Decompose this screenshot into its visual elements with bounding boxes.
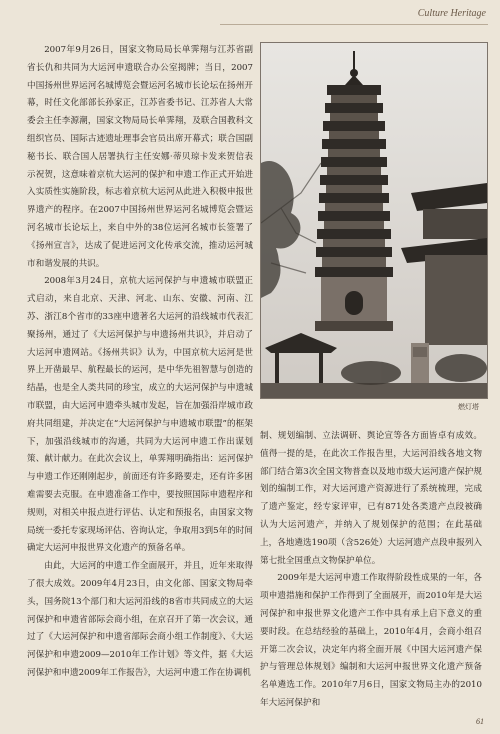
section-header: Culture Heritage — [417, 8, 486, 19]
header-rule — [220, 24, 488, 25]
pagoda-illustration — [261, 43, 487, 398]
photo-caption: 燃灯塔 — [458, 403, 479, 411]
pagoda-photo — [260, 42, 488, 399]
paragraph: 2008年3月24日，京杭大运河保护与申遗城市联盟正式启动，来自北京、天津、河北、山东、安徽、河南、江苏、浙江8个省市的33座申遗著名大运河的沿线城市代表汇聚扬州，通过了《大运河保护与申遗扬州共识》，并启动了大运河申遗网站。《扬州共识》认为，中国京杭大运河是世界上开凿最早、航程最长的运河，是中华先祖智慧与创造的结晶，也是全人类共同的珍宝，成立的大运河保护与申遗城市联盟，由大运河申遗牵头城市发起，旨在加强沿岸城市政府共同组建，并决定在“大运河保护与申遗城市联盟”的框架下，加强沿线城市的沟通，共同为大运河申遗工作出谋划策、献计献力。在此次会议上，单霁翔明确指出：运河保护与申遗工作还刚刚起步，前面还有许多路要走，还有许多困难需要去克服。在申遗准备工作中，要按照国际申遗程序和规则，对相关申报点进行评估、认定和预报名，由国家文物局统一委托专家现场评估、咨询认定，争取用3到5年的时间确定大运河申报世界文化遗产的预备名单。 — [27, 276, 253, 554]
left-column — [27, 42, 253, 683]
paragraph: 2007年9月26日，国家文物局局长单霁翔与江苏省副省长仇和共同为大运河申遗联合办公室揭牌；当日，2007中国扬州世界运河名城博览会暨运河名城市长论坛在扬州开幕，时任文化部部长孙家正，江苏省委书记、江苏省人大常委会主任李源潮，国家文物局局长单霁翔，及联合国教科文组织官员、国际古迹遗址理事会官员出席开幕式；联合国副秘书长、联合国人居署执行主任安娜·蒂贝琼卡发来贺信表示祝贺，这意味着京杭大运河的保护和申遗工作正式开始进入实质性实施阶段，标志着京杭大运河从此进入积极申报世界遗产的程序。在2007中国扬州世界运河名城博览会暨运河名城市长论坛上，来自中外的38位运河名城市长签署了《扬州宣言》，达成了促进运河文化传承交流，推动运河城市和谐发展的共识。 — [27, 45, 253, 269]
paragraph: 由此，大运河的申遗工作全面展开，并且，近年来取得了很大成效。2009年4月23日，由文化部、国家文物局牵头，国务院13个部门和大运河沿线的8省市共同成立的大运河保护和申遗省部际会商小组，在京召开了第一次会议，通过了《大运河保护和申遗省部际会商小组工作制度》、《大运河保护和申遗2009—2010年工作计划》等文件，据《大运河保护和申遗2009年工作报告》，大运河申遗工作在协调机 — [27, 561, 253, 678]
right-column — [260, 428, 482, 713]
page-number: 61 — [476, 717, 484, 726]
paragraph: 2009年是大运河申遗工作取得阶段性成果的一年，各项申遗措施和保护工作得到了全面展开，而2010年是大运河保护和申报世界文化遗产工作中具有承上启下意义的重要时段。在总结经验的基础上，2010年4月，会商小组召开第二次会议，决定年内将全面开展《中国大运河遗产保护与管理总体规划》编制和大运河申报世界文化遗产预备名单遴选工作。2010年7月6日，国家文物局主办的2010年大运河保护和 — [260, 573, 482, 708]
paragraph: 制、规划编制、立法调研、舆论宣等各方面皆卓有成效。值得一提的是，在此次工作报告里，大运河沿线各地文物部门结合第3次全国文物普查以及地市级大运河遗产保护规划的编制工作，对大运河遗产资源进行了系统梳理，完成了遗产鉴定，经专家评审，已有871处各类遗产点段被确认为大运河遗产，并纳入了规划保护的范围；在此基础上，各地遴选190项（含526处）大运河遗产点段申报列入第七批全国重点文物保护单位。 — [260, 431, 482, 566]
